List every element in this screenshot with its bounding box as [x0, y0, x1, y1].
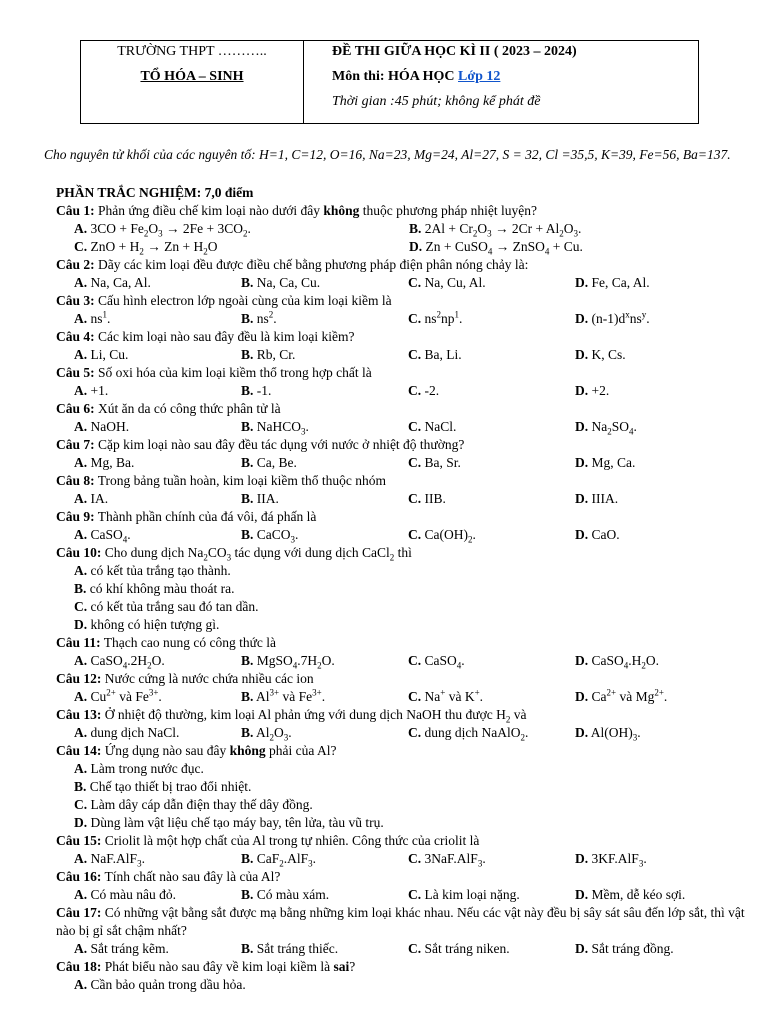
question-14: Câu 14: Ứng dụng nào sau đây không phải của Al?	[56, 743, 337, 758]
answer-option: A. dung dịch NaCl.	[74, 725, 180, 740]
answer-option: C. ZnO + $H_2 \to Zn + H_2O$	[74, 239, 218, 257]
question-label: Câu 9:	[56, 509, 95, 524]
question-8: Câu 8: Trong bảng tuần hoàn, kim loại kiềm thổ thuộc nhóm	[56, 473, 386, 488]
answer-option: D. 3KF.AlF$_3$.	[575, 851, 647, 869]
answer-option: B. $Al_2O_3$.	[241, 725, 292, 743]
answer-option: C. $ns^2np^1$.	[408, 309, 463, 326]
question-label: Câu 8:	[56, 473, 95, 488]
question-10: Câu 10: Cho dung dịch $Na_2CO_3$ tác dụng với dung dịch CaCl$_2$ thì	[56, 545, 412, 563]
school-name: TRƯỜNG THPT ………..	[117, 44, 267, 59]
question-1: Câu 1: Phản ứng điều chế kim loại nào dưới đây không thuộc phương pháp nhiệt luyện?	[56, 203, 537, 218]
answer-option: D. $Na_2SO_4$.	[575, 419, 637, 437]
answer-option: A. Na, Ca, Al.	[74, 275, 151, 290]
answer-option: D. Mềm, dễ kéo sợi.	[575, 887, 686, 902]
answer-option: A. NaOH.	[74, 419, 130, 434]
answer-option: C. Ba, Sr.	[408, 455, 461, 470]
question-2: Câu 2: Dãy các kim loại đều được điều chế bằng phương pháp điện phân nóng chảy là:	[56, 257, 529, 272]
questions-container	[56, 202, 746, 994]
answer-option: C. NaCl.	[408, 419, 457, 434]
answer-option: D. K, Cs.	[575, 347, 626, 362]
question-label: Câu 13:	[56, 707, 102, 722]
question-label: Câu 18:	[56, 959, 102, 974]
answer-row	[56, 310, 746, 328]
exam-info	[304, 41, 698, 123]
answer-option: D. Sắt tráng đồng.	[575, 941, 674, 956]
answer-option: A. NaF.AlF$_3$.	[74, 851, 145, 869]
answer-row	[56, 526, 746, 544]
question-label: Câu 17:	[56, 905, 102, 920]
answer-row	[56, 850, 746, 868]
answer-option: B. -1.	[241, 383, 272, 398]
answer-option: C. 3NaF.AlF$_3$.	[408, 851, 486, 869]
answer-option: B. Sắt tráng thiếc.	[241, 941, 339, 956]
answer-option: C. IIB.	[408, 491, 446, 506]
grade-link[interactable]: Lớp 12	[458, 69, 501, 84]
answer-option: B. $ns^2$.	[241, 309, 277, 326]
answer-option: C. -2.	[408, 383, 440, 398]
exam-subject	[332, 69, 698, 85]
answer-option: B. $Al^{3+}$ và $Fe^{3+}$.	[241, 687, 326, 704]
answer-option: B. Có màu xám.	[241, 887, 330, 902]
question-label: Câu 7:	[56, 437, 95, 452]
department-name: TỔ HÓA – SINH	[140, 69, 244, 84]
answer-option: B. Ca, Be.	[241, 455, 297, 470]
answer-option: C. Là kim loại nặng.	[408, 887, 520, 902]
question-label: Câu 1:	[56, 203, 95, 218]
answer-option: A. $CaSO_4.2H_2O$.	[74, 653, 165, 671]
question-label: Câu 2:	[56, 257, 95, 272]
answer-option: C. Na+ và K+.	[408, 687, 484, 704]
answer-option: A. CaSO$_4$.	[74, 527, 131, 545]
question-5: Câu 5: Số oxi hóa của kim loại kiềm thổ trong hợp chất là	[56, 365, 372, 380]
answer-row	[56, 454, 746, 472]
answer-option: D. Dùng làm vật liệu chế tạo máy bay, tên lửa, tàu vũ trụ.	[74, 815, 384, 830]
question-label: Câu 15:	[56, 833, 102, 848]
exam-time: Thời gian :45 phút; không kể phát đề	[332, 94, 541, 109]
answer-row	[56, 688, 746, 706]
exam-title: ĐỀ THI GIỮA HỌC KÌ II ( 2023 – 2024)	[332, 44, 577, 59]
question-label: Câu 12:	[56, 671, 102, 686]
answer-option: B. Na, Ca, Cu.	[241, 275, 321, 290]
question-label: Câu 3:	[56, 293, 95, 308]
answer-option: D. $(n-1)d^xns^y$.	[575, 309, 650, 326]
answer-option: B. IIA.	[241, 491, 279, 506]
answer-option: B. CaCO$_3$.	[241, 527, 299, 545]
answer-row	[56, 652, 746, 670]
answer-option: A. Có màu nâu đỏ.	[74, 887, 176, 902]
question-label: Câu 14:	[56, 743, 102, 758]
answer-row	[56, 886, 746, 904]
answer-option: D. Zn + CuSO$_4$ → ZnSO$_4$ + Cu.	[409, 239, 583, 257]
answer-option: A. Sắt tráng kẽm.	[74, 941, 169, 956]
answer-row	[56, 724, 746, 742]
subject-label: Môn thi: HÓA HỌC	[332, 69, 459, 84]
answer-option: A. Làm trong nước đục.	[74, 761, 204, 776]
answer-option: D. Mg, Ca.	[575, 455, 636, 470]
question-label: Câu 10:	[56, 545, 102, 560]
question-9: Câu 9: Thành phần chính của đá vôi, đá phấn là	[56, 509, 317, 524]
question-label: Câu 16:	[56, 869, 102, 884]
answer-option: D. CaO.	[575, 527, 620, 542]
answer-option: B. NaHCO$_3$.	[241, 419, 309, 437]
section-title: PHẦN TRẮC NGHIỆM: 7,0 điểm	[56, 185, 254, 200]
answer-option: B. CaF$_2$.AlF$_3$.	[241, 851, 317, 869]
question-12: Câu 12: Nước cứng là nước chứa nhiều các ion	[56, 671, 314, 686]
question-16: Câu 16: Tính chất nào sau đây là của Al?	[56, 869, 281, 884]
answer-option: C. Sắt tráng niken.	[408, 941, 510, 956]
answer-option: C. có kết tủa trắng sau đó tan dần.	[74, 599, 259, 614]
answer-option: A. Mg, Ba.	[74, 455, 135, 470]
answer-option: A. $Cu^{2+}$ và $Fe^{3+}$.	[74, 687, 162, 704]
question-3: Câu 3: Cấu hình electron lớp ngoài cùng của kim loại kiềm là	[56, 293, 392, 308]
answer-option: B. có khí không màu thoát ra.	[74, 581, 235, 596]
question-label: Câu 5:	[56, 365, 95, 380]
answer-option: B. $MgSO_4.7H_2O$.	[241, 653, 335, 671]
question-label: Câu 11:	[56, 635, 101, 650]
answer-option: A. +1.	[74, 383, 109, 398]
answer-option: C. CaSO$_4$.	[408, 653, 465, 671]
question-list	[56, 184, 746, 994]
answer-option: A. $3CO + Fe_2O_3 \to 2Fe + 3CO_2$.	[74, 221, 251, 239]
question-6: Câu 6: Xút ăn da có công thức phân tử là	[56, 401, 281, 416]
answer-option: C. Làm dây cáp dẫn điện thay thế dây đồng.	[74, 797, 313, 812]
answer-option: C. $Ca(OH)_2$.	[408, 527, 476, 545]
answer-option: B. $2Al + Cr_2O_3 \to 2Cr + Al_2O_3$.	[409, 221, 582, 239]
answer-option: C. Ba, Li.	[408, 347, 462, 362]
answer-option: C. dung dịch NaAlO$_2$.	[408, 725, 529, 743]
answer-option: D. $CaSO_4.H_2O$.	[575, 653, 660, 671]
answer-option: B. Rb, Cr.	[241, 347, 296, 362]
question-15: Câu 15: Criolit là một hợp chất của Al trong tự nhiên. Công thức của criolit là	[56, 833, 480, 848]
answer-option: C. Na, Cu, Al.	[408, 275, 486, 290]
question-13: Câu 13: Ở nhiệt độ thường, kim loại Al phản ứng với dung dịch NaOH thu được $H_2$ và	[56, 707, 527, 725]
question-11: Câu 11: Thạch cao nung có công thức là	[56, 635, 277, 650]
answer-row	[56, 490, 746, 508]
question-label: Câu 6:	[56, 401, 95, 416]
answer-row	[56, 238, 746, 256]
question-18: Câu 18: Phát biểu nào sau đây về kim loại kiềm là sai?	[56, 959, 356, 974]
answer-option: D. +2.	[575, 383, 610, 398]
question-7: Câu 7: Cặp kim loại nào sau đây đều tác dụng với nước ở nhiệt độ thường?	[56, 437, 465, 452]
answer-row	[56, 382, 746, 400]
question-4: Câu 4: Các kim loại nào sau đây đều là kim loại kiềm?	[56, 329, 355, 344]
answer-option: B. Chế tạo thiết bị trao đổi nhiệt.	[74, 779, 252, 794]
atomic-masses-note: Cho nguyên tử khối của các nguyên tố: H=1, C=12, O=16, Na=23, Mg=24, Al=27, S = 32, Cl =35,5, K=39, Fe=56, Ba=137.	[44, 147, 731, 162]
answer-row	[56, 346, 746, 364]
answer-option: D. $Ca^{2+}$ và $Mg^{2+}$.	[575, 687, 668, 704]
school-info	[81, 41, 304, 123]
answer-option: A. có kết tủa trắng tạo thành.	[74, 563, 231, 578]
answer-option: D. Fe, Ca, Al.	[575, 275, 650, 290]
answer-row	[56, 220, 746, 238]
answer-option: A. Li, Cu.	[74, 347, 129, 362]
answer-option: A. $ns^1$.	[74, 309, 111, 326]
answer-option: A. Cần bảo quản trong dầu hỏa.	[74, 977, 246, 992]
answer-row	[56, 274, 746, 292]
answer-option: D. $Al(OH)_3$.	[575, 725, 641, 743]
answer-option: D. IIIA.	[575, 491, 619, 506]
answer-option: A. IA.	[74, 491, 109, 506]
answer-option: D. không có hiện tượng gì.	[74, 617, 220, 632]
answer-row	[56, 940, 746, 958]
answer-row	[56, 418, 746, 436]
question-17: Câu 17: Có những vật bằng sắt được mạ bằng những kim loại khác nhau. Nếu các vật này đều bị sây sát sâu đến lớp sắt, thì vật nào bị gỉ sắt chậm nhất?	[56, 905, 745, 938]
question-label: Câu 4:	[56, 329, 95, 344]
exam-header	[80, 40, 699, 124]
